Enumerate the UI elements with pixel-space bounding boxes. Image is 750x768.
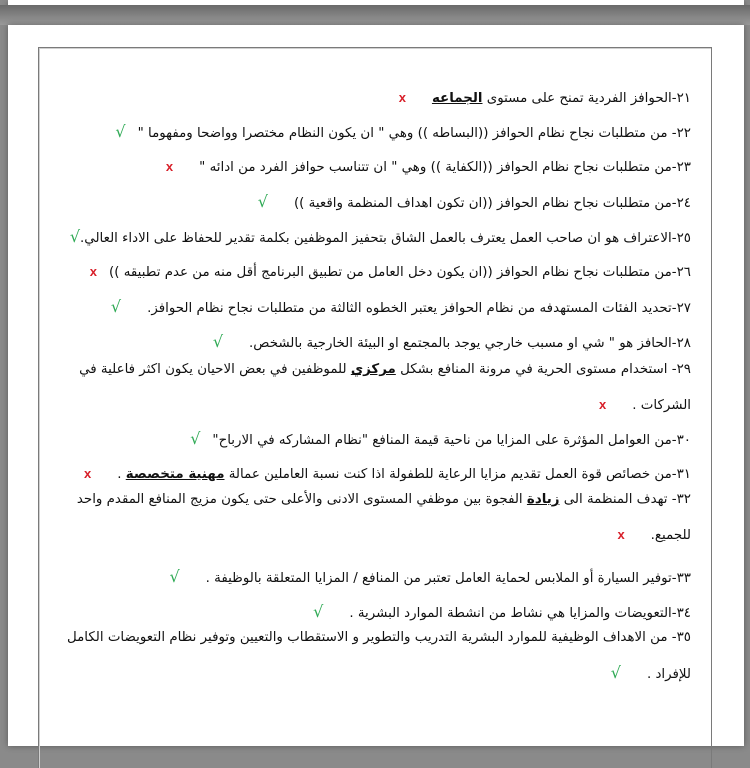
document-page: [8, 25, 744, 746]
emphasized-word: مركزي: [350, 362, 396, 377]
question-text: من العوامل المؤثرة على المزايا من ناحية قيمة المنافع "نظام المشاركه في الارباح": [212, 433, 672, 448]
question-text-tail: للموظفين في بعض الاحيان يكون اكثر فاعلية في الشركات .: [79, 362, 691, 413]
question-text: من متطلبات نجاح نظام الحوافز ((البساطه )) وهي " ان يكون النظام مختصرا وواضحا ومفهوما ": [137, 126, 672, 141]
emphasized-word: الجماعه: [431, 91, 483, 106]
question-text: الحوافز الفردية تمنح على مستوى: [482, 91, 672, 106]
wrong-mark-icon: x: [165, 159, 174, 174]
question-29: [53, 352, 691, 423]
question-25: [39, 228, 691, 248]
correct-mark-icon: √: [110, 297, 122, 316]
question-text: الحافز هو " شي او مسبب خارجي يوجد بالمجتمع او البيئة الخارجية بالشخص.: [249, 336, 672, 351]
question-21: [49, 89, 691, 108]
question-26: [49, 263, 691, 282]
question-33: [49, 568, 691, 588]
emphasized-word: مهنية متخصصة: [125, 467, 225, 482]
question-text-tail: .: [117, 467, 126, 482]
wrong-mark-icon: x: [89, 264, 98, 279]
question-number: ٣٣-: [671, 571, 691, 586]
question-text: الاعتراف هو ان صاحب العمل يعترف بالعمل الشاق بتحفيز الموظفين بكلمة تقدير للحفاظ على الاداء العالي.: [80, 231, 672, 246]
question-text: استخدام مستوى الحرية في مرونة المنافع بشكل: [395, 362, 672, 377]
question-number: ٢١-: [671, 91, 691, 106]
question-number: ٢٢-: [671, 126, 691, 141]
question-number: ٢٣-: [671, 160, 691, 175]
question-number: ٣٤-: [671, 606, 691, 621]
question-text: توفير السيارة أو الملابس لحماية العامل تعتبر من المنافع / المزايا المتعلقة بالوظيفة .: [205, 571, 672, 586]
correct-mark-icon: √: [190, 429, 201, 448]
question-text: من متطلبات نجاح نظام الحوافز ((ان تكون اهداف المنظمة واقعية )): [293, 196, 672, 211]
question-35: [53, 620, 691, 692]
question-text: من متطلبات نجاح نظام الحوافز ((ان يكون دخل العامل من تطبيق البرنامج أقل منه من عدم تطبيقه )): [109, 265, 672, 280]
question-text: من متطلبات نجاح نظام الحوافز ((الكفاية )) وهي " ان تتناسب حوافز الفرد من ادائه ": [199, 160, 672, 175]
question-number: ٢٤-: [671, 196, 691, 211]
question-23: [49, 158, 691, 177]
question-text: من الاهداف الوظيفية للموارد البشرية التدريب والتطوير و الاستقطاب والتعيين وتوفير نظام التعويضات الكامل للإفراد .: [66, 630, 691, 682]
wrong-mark-icon: x: [617, 527, 625, 542]
question-text: التعويضات والمزايا هي نشاط من انشطة الموارد البشرية .: [349, 606, 672, 621]
page-gap: [0, 5, 750, 25]
question-number: ٣٠-: [671, 433, 691, 448]
wrong-mark-icon: x: [83, 466, 92, 481]
question-30: [49, 430, 691, 450]
question-number: ٢٧-: [671, 301, 691, 316]
question-32: [53, 482, 691, 553]
question-text: من خصائص قوة العمل تقديم مزايا الرعاية للطفولة اذا كنت نسبة العاملين عمالة: [224, 467, 672, 482]
question-number: ٢٩-: [671, 362, 691, 377]
question-number: ٢٨-: [671, 336, 691, 351]
wrong-mark-icon: x: [398, 90, 406, 105]
wrong-mark-icon: x: [599, 397, 607, 412]
question-text: تهدف المنظمة الى: [559, 492, 672, 507]
question-28: [49, 333, 691, 353]
question-number: ٣٥-: [671, 630, 691, 645]
question-text-tail: الفجوة بين موظفي المستوى الادنى والأعلى حتى يكون مزيج المنافع المقدم واحد للجميع.: [76, 492, 691, 543]
correct-mark-icon: √: [257, 192, 268, 211]
emphasized-word: زيادة: [526, 492, 560, 507]
correct-mark-icon: √: [610, 663, 621, 682]
question-22: [49, 123, 691, 143]
question-number: ٢٥-: [671, 231, 691, 246]
correct-mark-icon: √: [313, 602, 324, 621]
correct-mark-icon: √: [69, 227, 81, 246]
correct-mark-icon: √: [169, 567, 180, 586]
question-number: ٢٦-: [671, 265, 691, 280]
question-24: [49, 193, 691, 213]
question-number: ٣٢-: [671, 492, 691, 507]
question-27: [49, 298, 691, 318]
correct-mark-icon: √: [212, 332, 224, 351]
question-number: ٣١-: [671, 467, 691, 482]
correct-mark-icon: √: [115, 122, 126, 141]
page-border-frame: [38, 47, 712, 768]
question-text: تحديد الفئات المستهدفه من نظام الحوافز يعتبر الخطوه الثالثة من متطلبات نجاح نظام الحوافز.: [147, 301, 672, 316]
